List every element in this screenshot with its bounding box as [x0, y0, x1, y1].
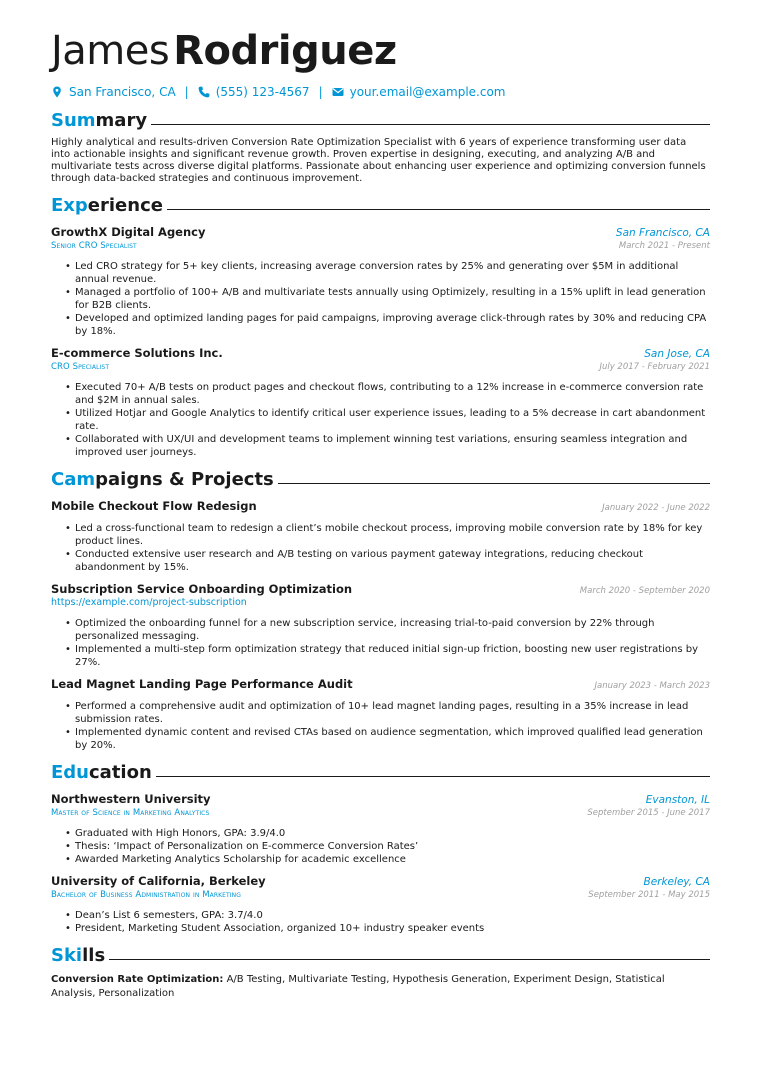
contact-separator: | — [184, 85, 189, 99]
project-entry — [51, 677, 710, 752]
location-text: San Francisco, CA — [69, 85, 176, 99]
project-dates: January 2023 - March 2023 — [594, 681, 710, 691]
section-header-skills — [51, 943, 710, 967]
job-role: Senior CRO Specialist — [51, 241, 137, 251]
section-title: Summary — [51, 109, 148, 131]
contact-bar — [51, 84, 710, 100]
list-item: • Conducted extensive user research and A/B testing on various payment gateway integrations, reducing checkout abandonment by 15%. — [65, 548, 710, 574]
company-name: E-commerce Solutions Inc. — [51, 346, 223, 360]
list-item: • Implemented a multi-step form optimization strategy that reduced initial sign-up friction, boosting new user registrations by 27%. — [65, 643, 710, 669]
list-item: • Optimized the onboarding funnel for a new subscription service, increasing trial-to-paid conversion by 22% through personalized messaging. — [65, 617, 710, 643]
project-title: Subscription Service Onboarding Optimization — [51, 582, 353, 596]
project-bullets — [65, 617, 710, 669]
section-title: Experience — [51, 194, 163, 216]
education-bullets — [65, 827, 710, 866]
section-header-summary — [51, 108, 710, 132]
section-divider — [167, 209, 710, 210]
first-name: James — [51, 28, 170, 74]
list-item: • President, Marketing Student Association, organized 10+ industry speaker events — [65, 922, 710, 935]
skills-line — [51, 973, 710, 1001]
list-item: • Led CRO strategy for 5+ key clients, increasing average conversion rates by 25% and generating over $5M in additional annual revenue. — [65, 260, 710, 286]
section-divider — [151, 124, 710, 125]
project-entry — [51, 582, 710, 669]
project-title: Lead Magnet Landing Page Performance Audit — [51, 677, 353, 691]
section-title: Campaigns & Projects — [51, 468, 274, 490]
education-bullets — [65, 909, 710, 935]
contact-separator: | — [318, 85, 323, 99]
project-title: Mobile Checkout Flow Redesign — [51, 499, 257, 513]
project-bullets — [65, 700, 710, 752]
school-name: Northwestern University — [51, 792, 211, 806]
phone-text: (555) 123-4567 — [215, 85, 310, 99]
list-item: • Dean’s List 6 semesters, GPA: 3.7/4.0 — [65, 909, 710, 922]
list-item: • Thesis: ‘Impact of Personalization on E-commerce Conversion Rates’ — [65, 840, 710, 853]
section-header-experience — [51, 193, 710, 217]
job-location: San Francisco, CA — [615, 227, 710, 239]
school-dates: September 2011 - May 2015 — [588, 890, 710, 900]
degree-name: Master of Science in Marketing Analytics — [51, 808, 210, 818]
list-item: • Utilized Hotjar and Google Analytics to identify critical user experience issues, leading to a 5% decrease in cart abandonment rate. — [65, 407, 710, 433]
email-text: your.email@example.com — [349, 85, 506, 99]
list-item: • Managed a portfolio of 100+ A/B and multivariate tests annually using Optimizely, resulting in a 15% uplift in lead generation for B2B clients. — [65, 286, 710, 312]
job-dates: July 2017 - February 2021 — [599, 362, 710, 372]
section-divider — [278, 483, 710, 484]
education-entry — [51, 792, 710, 866]
list-item: • Awarded Marketing Analytics Scholarship for academic excellence — [65, 853, 710, 866]
envelope-icon — [332, 86, 344, 98]
job-dates: March 2021 - Present — [618, 241, 710, 251]
education-entry — [51, 874, 710, 935]
list-item: • Collaborated with UX/UI and development teams to implement winning test variations, ensuring seamless integration and improved user journeys. — [65, 433, 710, 459]
project-dates: January 2022 - June 2022 — [602, 503, 710, 513]
project-dates: March 2020 - September 2020 — [579, 586, 710, 596]
list-item: • Led a cross-functional team to redesign a client’s mobile checkout process, improving mobile conversion rate by 18% for key product lines. — [65, 522, 710, 548]
section-title: Skills — [51, 944, 106, 966]
list-item: • Graduated with High Honors, GPA: 3.9/4.0 — [65, 827, 710, 840]
skills-text: A/B Testing, Multivariate Testing, Hypothesis Generation, Experiment Design, Statistical Analysis, Personalization — [51, 974, 665, 999]
school-name: University of California, Berkeley — [51, 874, 266, 888]
map-pin-icon — [51, 86, 63, 98]
degree-name: Bachelor of Business Administration in Marketing — [51, 890, 242, 900]
project-bullets — [65, 522, 710, 574]
section-divider — [109, 959, 710, 960]
candidate-name — [51, 28, 710, 74]
section-divider — [156, 776, 710, 777]
project-link[interactable]: https://example.com/project-subscription — [51, 597, 247, 608]
section-title: Education — [51, 761, 152, 783]
company-name: GrowthX Digital Agency — [51, 225, 206, 239]
school-location: Evanston, IL — [645, 794, 710, 806]
skills-label: Conversion Rate Optimization: — [51, 974, 224, 985]
list-item: • Executed 70+ A/B tests on product pages and checkout flows, contributing to a 12% increase in e-commerce conversion rate and $2M in annual sales. — [65, 381, 710, 407]
list-item: • Implemented dynamic content and revised CTAs based on audience segmentation, which improved qualified lead generation by 20%. — [65, 726, 710, 752]
job-role: CRO Specialist — [51, 362, 110, 372]
contact-phone[interactable] — [198, 85, 310, 99]
list-item: • Performed a comprehensive audit and optimization of 10+ lead magnet landing pages, resulting in a 35% increase in lead submission rates. — [65, 700, 710, 726]
project-entry — [51, 499, 710, 574]
contact-email[interactable] — [332, 85, 506, 99]
job-location: San Jose, CA — [644, 348, 710, 360]
section-header-projects — [51, 467, 710, 491]
list-item: • Developed and optimized landing pages for paid campaigns, improving average click-through rates by 30% and reducing CPA by 18%. — [65, 312, 710, 338]
experience-entry — [51, 225, 710, 338]
last-name: Rodriguez — [173, 28, 397, 74]
job-bullets — [65, 381, 710, 459]
phone-icon — [198, 86, 210, 98]
experience-entry — [51, 346, 710, 459]
summary-text: Highly analytical and results-driven Conversion Rate Optimization Specialist with 6 years of experience transforming user data into actionable insights and significant revenue growth. Proven expertise in designing, executing, and analyzing A/B and multivariate tests across diverse digital platforms. Passionate about enhancing user experience and optimizing conversion funnels through data-backed strategies and continuous improvement. — [51, 137, 706, 184]
contact-location — [51, 85, 176, 99]
job-bullets — [65, 260, 710, 338]
school-dates: September 2015 - June 2017 — [587, 808, 710, 818]
school-location: Berkeley, CA — [643, 876, 710, 888]
section-header-education — [51, 760, 710, 784]
